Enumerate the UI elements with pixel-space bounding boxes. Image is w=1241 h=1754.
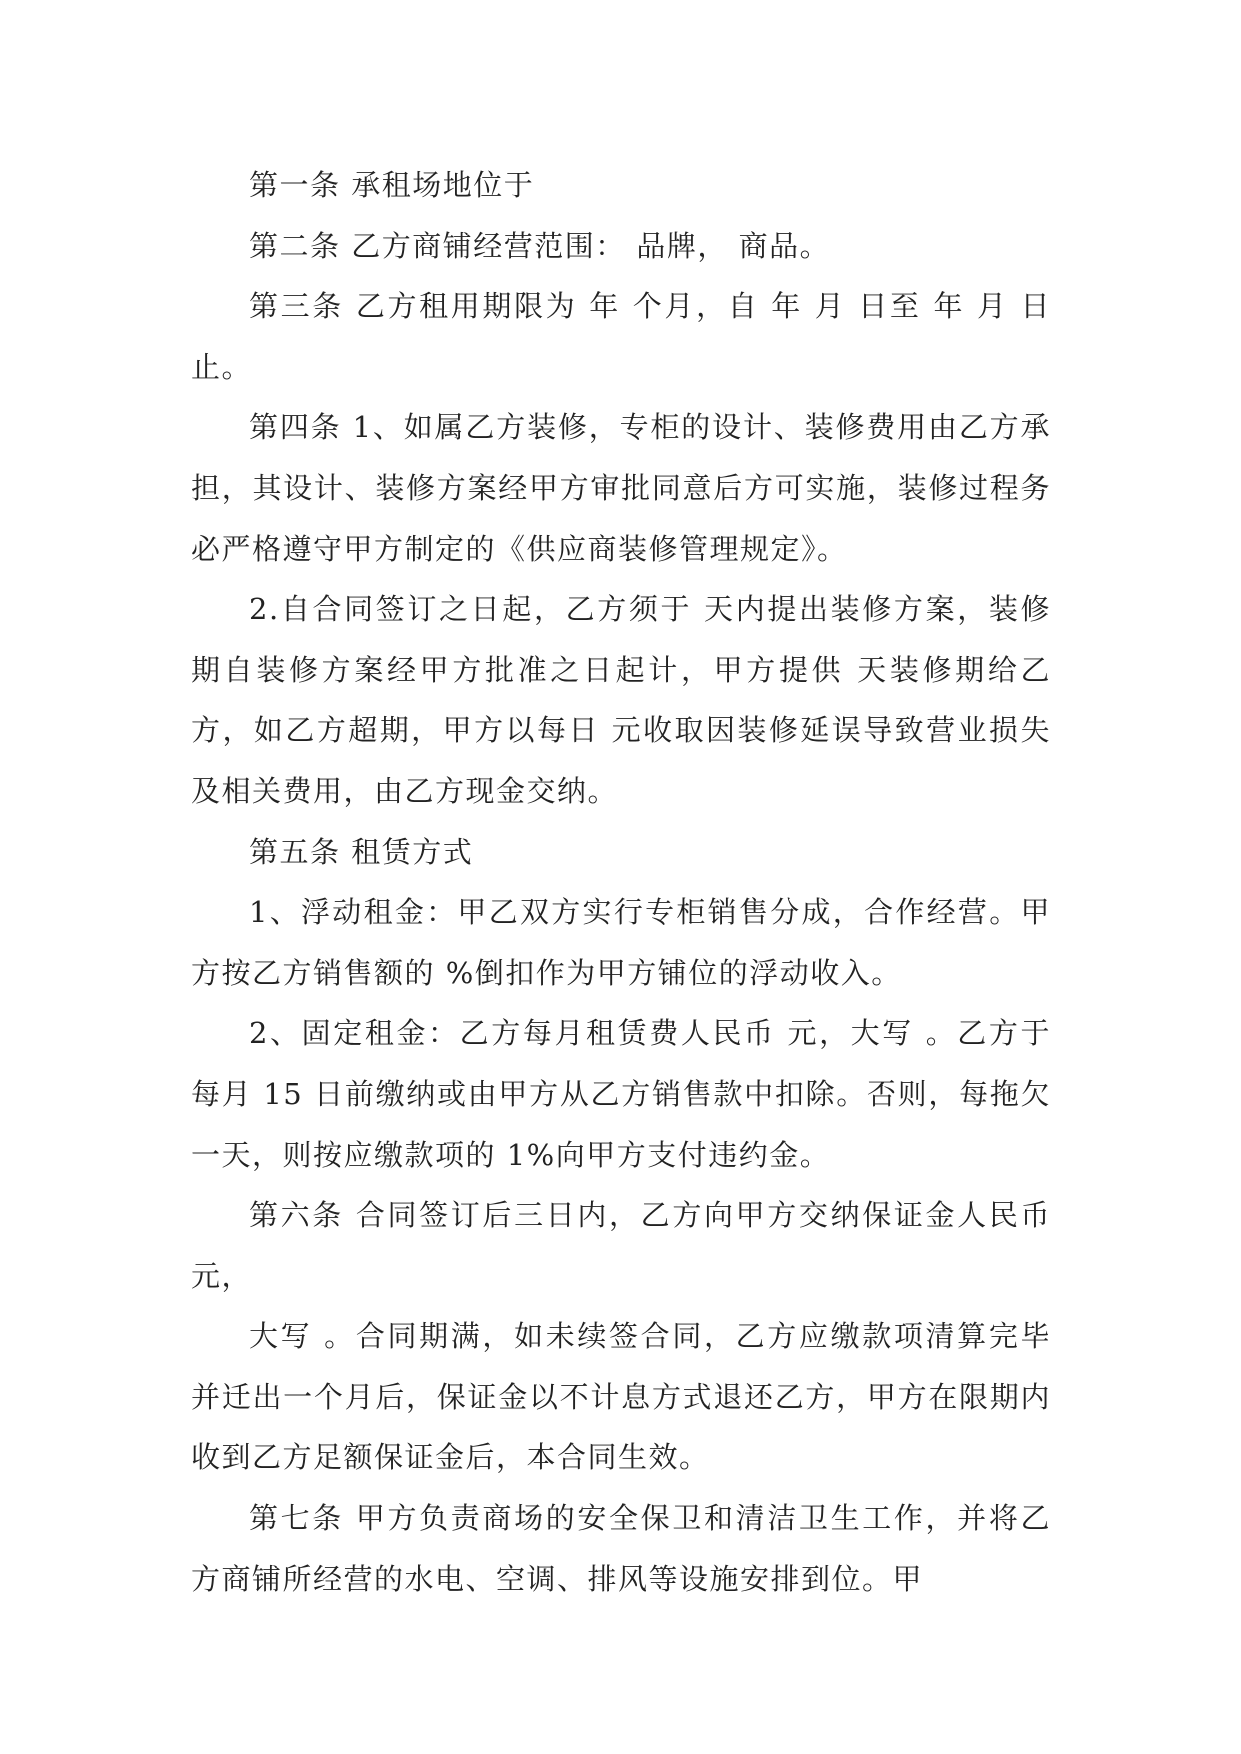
article-5-clause-2-paragraph: 2、固定租金：乙方每月租赁费人民币 元，大写 。乙方于每月 15 日前缴纳或由甲方从乙方销售款中扣除。否则，每拖欠一天，则按应缴款项的 1%向甲方支付违约金。: [191, 1016, 1051, 1172]
article-2-paragraph: 第二条 乙方商铺经营范围： 品牌， 商品。: [249, 228, 831, 263]
article-5-heading: 第五条 租赁方式: [249, 834, 474, 869]
article-3-paragraph: 第三条 乙方租用期限为 年 个月，自 年 月 日至 年 月 日止。: [191, 289, 1051, 384]
article-6-continued-paragraph: 大写 。合同期满，如未续签合同，乙方应缴款项清算完毕并迁出一个月后，保证金以不计息方式退还乙方，甲方在限期内收到乙方足额保证金后，本合同生效。: [191, 1319, 1051, 1475]
article-1-paragraph: 第一条 承租场地位于: [249, 168, 535, 202]
article-7-paragraph: 第七条 甲方负责商场的安全保卫和清洁卫生工作，并将乙方商铺所经营的水电、空调、排风等设施安排到位。甲: [191, 1501, 1051, 1596]
article-4-clause-1-paragraph: 第四条 1、如属乙方装修，专柜的设计、装修费用由乙方承担，其设计、装修方案经甲方审批同意后方可实施，装修过程务必严格遵守甲方制定的《供应商装修管理规定》。: [191, 410, 1051, 566]
article-4-clause-2-paragraph: 2.自合同签订之日起，乙方须于 天内提出装修方案，装修期自装修方案经甲方批准之日起计，甲方提供 天装修期给乙方，如乙方超期，甲方以每日 元收取因装修延误导致营业损失及相关费用，由乙方现金交纳。: [191, 592, 1051, 808]
document-page: [191, 155, 1051, 1609]
article-5-clause-1-paragraph: 1、浮动租金：甲乙双方实行专柜销售分成，合作经营。甲方按乙方销售额的 %倒扣作为甲方铺位的浮动收入。: [191, 895, 1051, 990]
article-6-paragraph: 第六条 合同签订后三日内，乙方向甲方交纳保证金人民币 元，: [191, 1198, 1051, 1293]
